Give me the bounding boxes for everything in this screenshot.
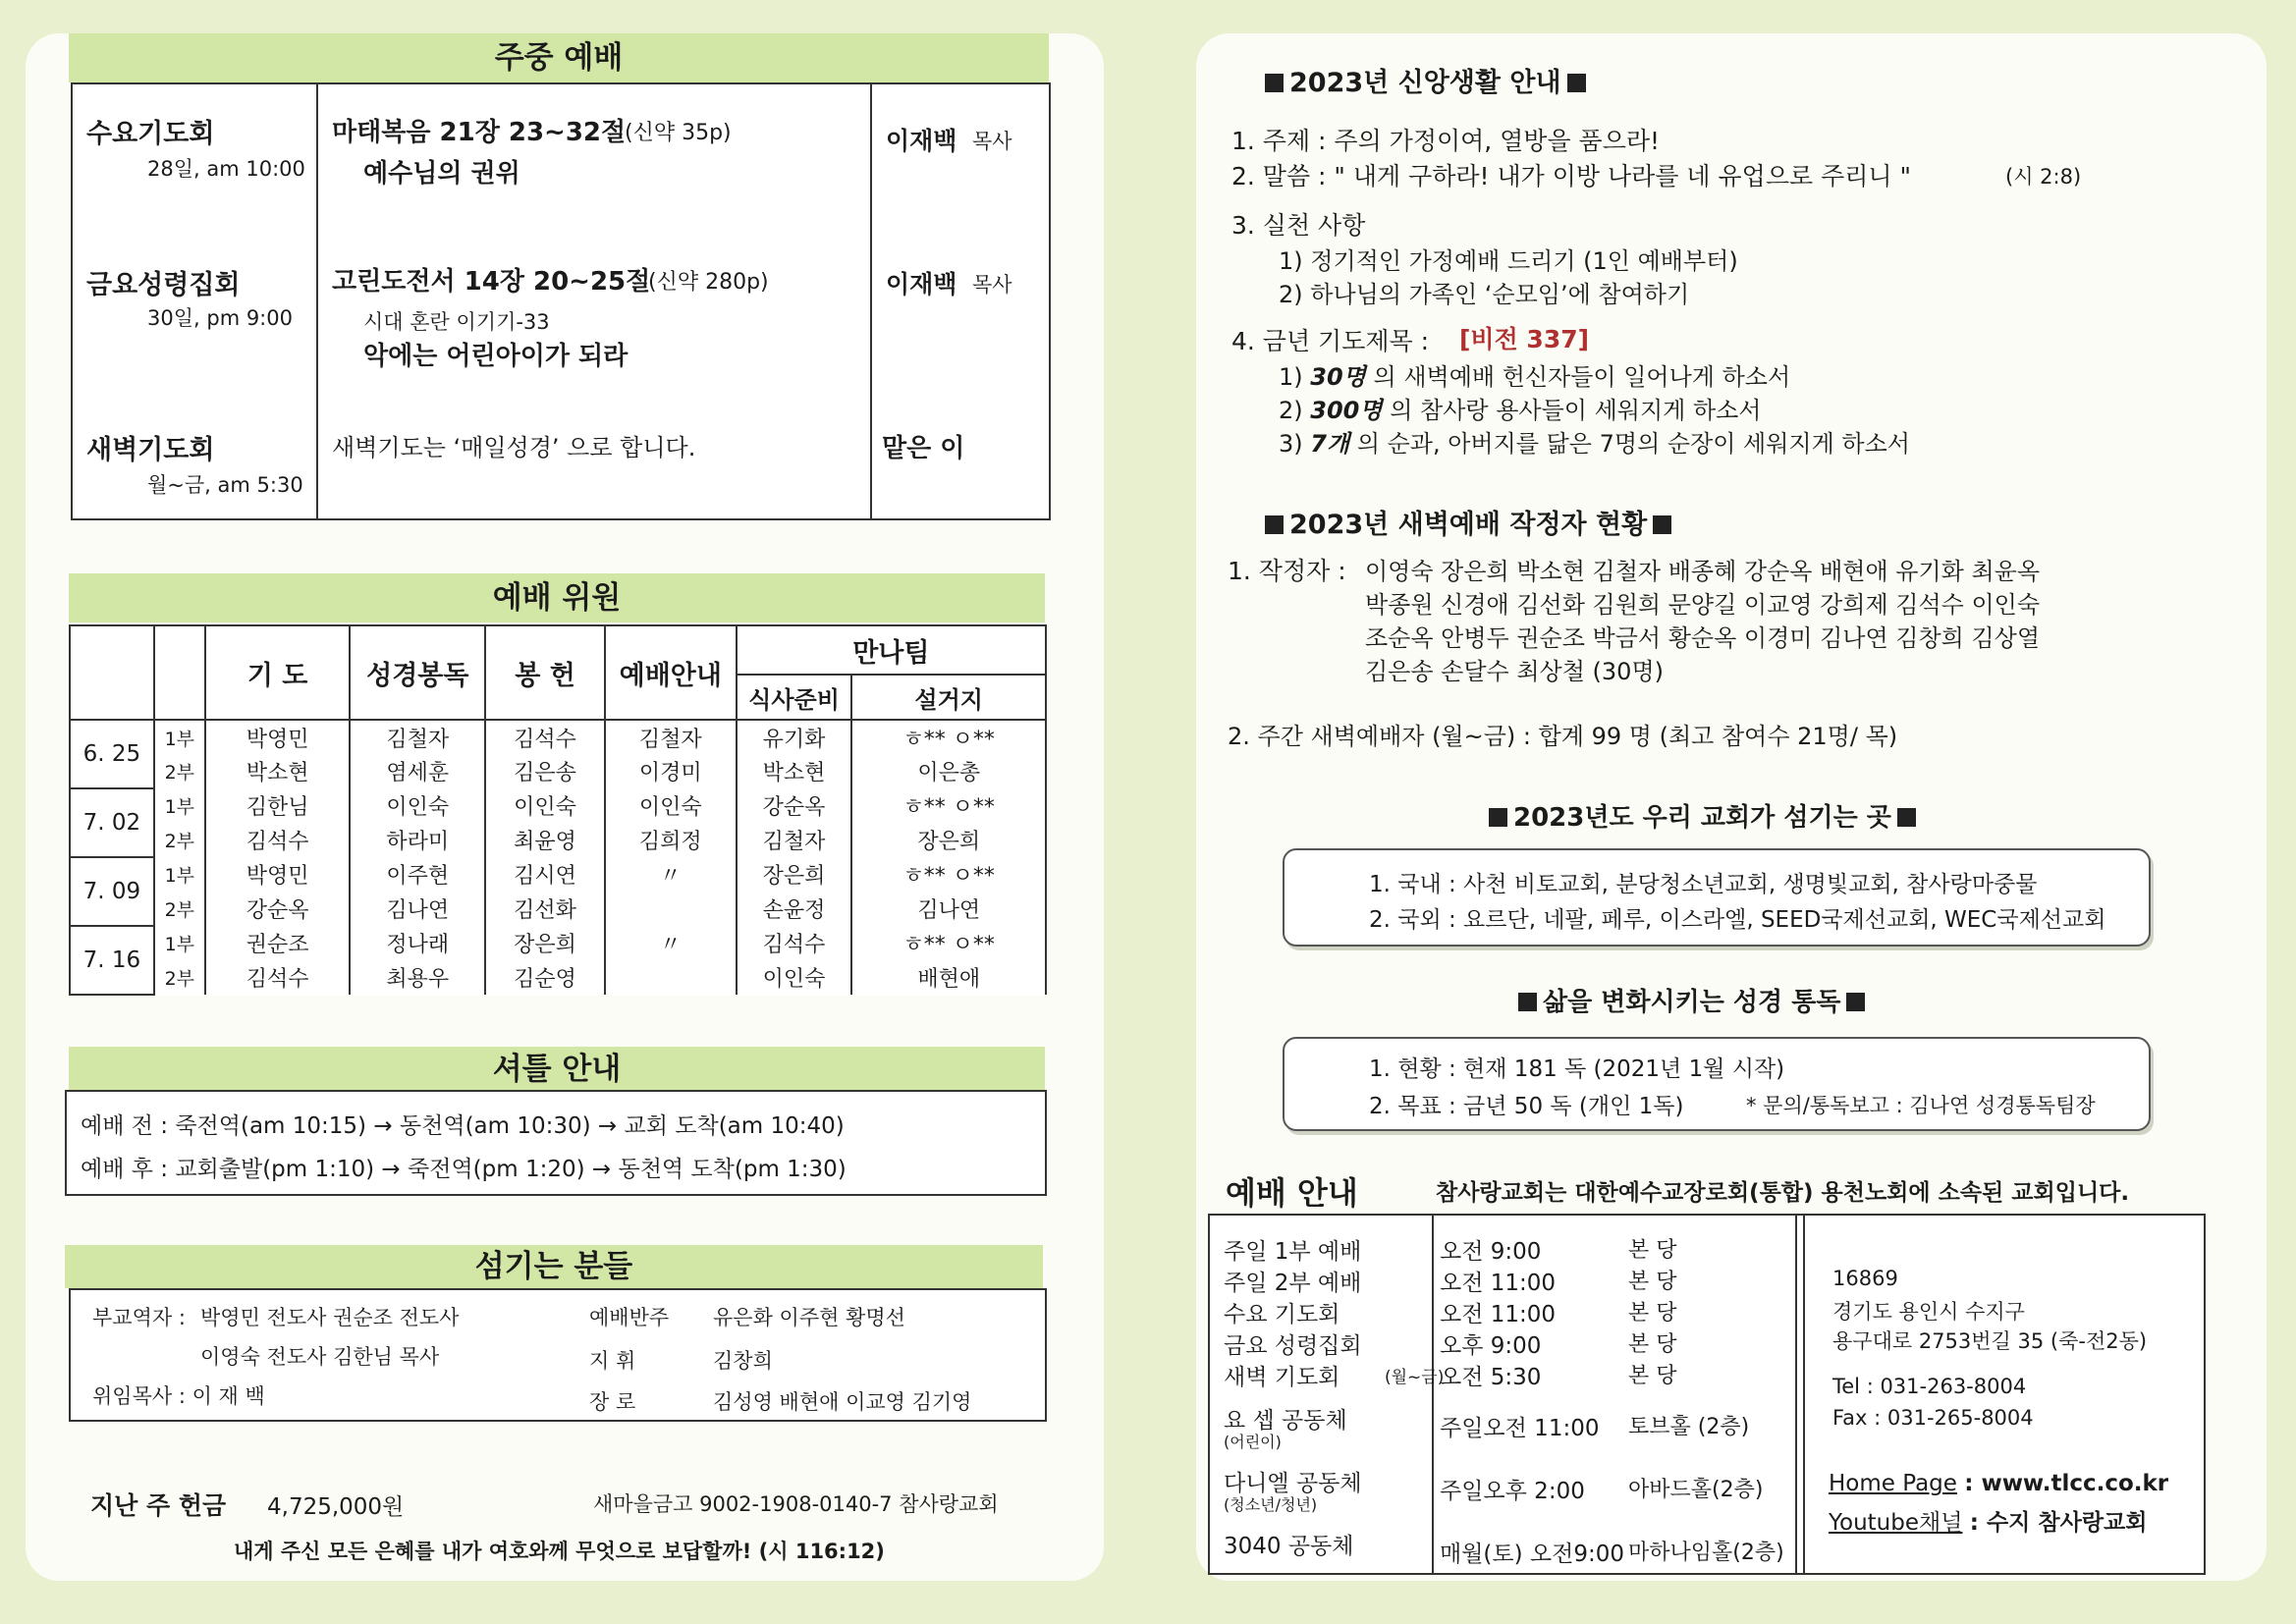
square-bullet-icon: [1265, 74, 1284, 92]
weekday-passage-1: 마태복음 21장 23~32절: [332, 118, 627, 147]
faith-word-ref: (시 2:8): [2005, 165, 2082, 189]
servers-title: 섬기는 분들: [65, 1245, 1043, 1288]
header-meal: 식사준비: [737, 675, 852, 720]
roster-row: [70, 926, 1046, 960]
service-time: 주일오후 2:00: [1440, 1479, 1585, 1504]
weekday-time-3: 월~금, am 5:30: [147, 473, 303, 497]
dawn-names-4: 김은송 손달수 최상철 (30명): [1365, 658, 1664, 685]
fax: Fax : 031-265-8004: [1832, 1406, 2034, 1430]
address-2: 용구대로 2753번길 35 (죽-전2동): [1832, 1329, 2148, 1353]
roster-reading: 김나연: [350, 892, 485, 926]
roster-reading: 최용우: [350, 960, 485, 995]
square-bullet-icon: [1653, 515, 1671, 534]
weekday-ref-1: (신약 35p): [625, 121, 732, 145]
vision-item-3: 3) 7개 의 순과, 아버지를 닮은 7명의 순장이 세워지게 하소서: [1279, 430, 1910, 458]
service-place: 본 당: [1628, 1270, 1677, 1294]
header-part: [154, 625, 205, 720]
roster-meal: 장은희: [737, 857, 852, 892]
postal-code: 16869: [1832, 1267, 1898, 1290]
roster-meal: 박소현: [737, 754, 852, 788]
committee-title: 예배 위원: [69, 573, 1045, 623]
roster-dish: 배현애: [851, 960, 1046, 995]
bible-title: 삶을 변화시키는 성경 통독: [1512, 982, 1871, 1018]
weekday-sermon-1: 예수님의 권위: [363, 159, 520, 189]
church-affiliation: 참사랑교회는 대한예수교장로회(통합) 용천노회에 소속된 교회입니다.: [1436, 1180, 2130, 1206]
header-dish: 설거지: [851, 675, 1046, 720]
roster-dish: ㅎ** ㅇ**: [851, 788, 1046, 823]
header-manna: 만나팀: [737, 625, 1046, 675]
roster-offering: 김석수: [485, 720, 605, 754]
shuttle-title: 셔틀 안내: [69, 1047, 1045, 1092]
roster-meal: 손윤정: [737, 892, 852, 926]
dawn-label: 1. 작정자 :: [1228, 557, 1346, 585]
service-time: 오전 5:30: [1440, 1365, 1542, 1390]
service-time: 매월(토) 오전9:00: [1440, 1542, 1624, 1567]
square-bullet-icon: [1265, 515, 1284, 534]
dawn-names-2: 박종원 신경애 김선화 김원희 문양길 이교영 강희제 김석수 이인숙: [1365, 591, 2040, 619]
roster-date: 7. 02: [70, 788, 154, 857]
roster-row: [70, 788, 1046, 823]
square-bullet-icon: [1846, 993, 1865, 1011]
roster-part: 1부: [154, 857, 205, 892]
elder-names: 김성영 배현애 이교영 김기영: [713, 1390, 972, 1414]
roster-row: [70, 720, 1046, 754]
service-place: 토브홀 (2층): [1628, 1415, 1750, 1439]
roster-dish: ㅎ** ㅇ**: [851, 720, 1046, 754]
homepage-link[interactable]: Home Page : www.tlcc.co.kr: [1829, 1471, 2169, 1496]
weekday-leader-2: 이재백: [886, 270, 957, 298]
service-name: 주일 2부 예배: [1224, 1271, 1362, 1296]
bible-contact: * 문의/통독보고 : 김나연 성경통독팀장: [1746, 1094, 2096, 1117]
service-time: 주일오전 11:00: [1440, 1416, 1600, 1441]
closing-verse: 내게 주신 모든 은혜를 내가 여호와께 무엇으로 보답할까! (시 116:12): [234, 1540, 885, 1563]
practice-1: 1) 정기적인 가정예배 드리기 (1인 예배부터): [1279, 247, 1738, 275]
prayer-label: 4. 금년 기도제목 :: [1231, 327, 1430, 355]
roster-row: [70, 892, 1046, 926]
header-date: [70, 625, 154, 720]
roster-guide: 〃: [605, 926, 737, 960]
roster-guide: [605, 892, 737, 926]
square-bullet-icon: [1518, 993, 1537, 1011]
weekday-ref-2: (신약 280p): [648, 270, 769, 295]
roster-offering: 김선화: [485, 892, 605, 926]
roster-offering: 김은송: [485, 754, 605, 788]
service-place: 아바드홀(2층): [1628, 1478, 1764, 1502]
roster-guide: 〃: [605, 857, 737, 892]
weekday-passage-3: 새벽기도는 ‘매일성경’ 으로 합니다.: [332, 434, 696, 461]
service-place: 본 당: [1628, 1364, 1677, 1388]
practice-2: 2) 하나님의 가족인 ‘순모임’에 참여하기: [1279, 281, 1690, 308]
service-name: 요 셉 공동체: [1224, 1408, 1347, 1434]
header-guide: 예배안내: [605, 625, 737, 720]
dawn-title: 2023년 새벽예배 작정자 현황: [1259, 503, 1677, 541]
roster-offering: 김시연: [485, 857, 605, 892]
weekday-time-2: 30일, pm 9:00: [147, 306, 293, 330]
roster-meal: 이인숙: [737, 960, 852, 995]
phone: Tel : 031-263-8004: [1832, 1375, 2027, 1398]
roster-meal: 유기화: [737, 720, 852, 754]
weekday-leader-1: 이재백: [886, 127, 957, 155]
roster-dish: 장은희: [851, 823, 1046, 857]
roster-row: [70, 754, 1046, 788]
offering-amount: 4,725,000원: [267, 1494, 405, 1520]
weekday-sub-2: 시대 혼란 이기기-33: [363, 310, 550, 334]
roster-prayer: 박영민: [205, 720, 351, 754]
service-place: 본 당: [1628, 1238, 1677, 1263]
roster-prayer: 김석수: [205, 960, 351, 995]
roster-reading: 김철자: [350, 720, 485, 754]
weekday-name-1: 수요기도회: [86, 119, 215, 149]
service-name: 수요 기도회: [1224, 1302, 1340, 1327]
roster-row: [70, 823, 1046, 857]
mission-foreign: 2. 국외 : 요르단, 네팔, 페루, 이스라엘, SEED국제선교회, WEC국제선교회: [1369, 907, 2106, 933]
weekday-title: 주중 예배: [69, 33, 1049, 82]
faith-title: 2023년 신앙생활 안내: [1259, 61, 1592, 99]
bible-goal: 2. 목표 : 금년 50 독 (개인 1독): [1369, 1094, 1684, 1119]
offering-label: 지난 주 헌금: [90, 1491, 227, 1520]
roster-dish: ㅎ** ㅇ**: [851, 926, 1046, 960]
header-prayer: 기 도: [205, 625, 351, 720]
assoc-line-2: 이영숙 전도사 김한님 목사: [200, 1345, 440, 1369]
address-1: 경기도 용인시 수지구: [1832, 1300, 2025, 1324]
weekday-leader-3: 맡은 이: [882, 434, 965, 463]
service-place: 마하나임홀(2층): [1628, 1541, 1784, 1565]
header-reading: 성경봉독: [350, 625, 485, 720]
roster-guide: 이인숙: [605, 788, 737, 823]
shuttle-after: 예배 후 : 교회출발(pm 1:10) → 죽전역(pm 1:20) → 동천역 도착(pm 1:30): [81, 1157, 847, 1182]
roster-part: 2부: [154, 892, 205, 926]
service-name: 다니엘 공동체: [1224, 1471, 1362, 1496]
committee-table: [69, 624, 1047, 996]
weekday-role-2: 목사: [972, 273, 1012, 297]
roster-prayer: 권순조: [205, 926, 351, 960]
accomp-names: 유은화 이주현 황명선: [713, 1306, 905, 1329]
faith-practice: 3. 실천 사항: [1231, 211, 1366, 240]
service-time: 오전 11:00: [1440, 1302, 1557, 1327]
roster-prayer: 박영민: [205, 857, 351, 892]
header-offering: 봉 헌: [485, 625, 605, 720]
mission-domestic: 1. 국내 : 사천 비토교회, 분당청소년교회, 생명빛교회, 참사랑마중물: [1369, 872, 2038, 897]
roster-part: 2부: [154, 960, 205, 995]
service-name: 주일 1부 예배: [1224, 1239, 1362, 1265]
roster-reading: 염세훈: [350, 754, 485, 788]
roster-part: 1부: [154, 788, 205, 823]
service-sub: (청소년/청년): [1224, 1495, 1318, 1514]
service-time: 오전 9:00: [1440, 1239, 1542, 1265]
roster-prayer: 김한님: [205, 788, 351, 823]
weekday-time-1: 28일, am 10:00: [147, 157, 305, 181]
faith-word: 2. 말씀 : " 내게 구하라! 내가 이방 나라를 네 유업으로 주리니 ": [1231, 162, 1911, 190]
roster-reading: 이주현: [350, 857, 485, 892]
roster-guide: 이경미: [605, 754, 737, 788]
roster-prayer: 강순옥: [205, 892, 351, 926]
dawn-names-1: 이영숙 장은희 박소현 김철자 배종혜 강순옥 배현애 유기화 최윤옥: [1365, 558, 2040, 585]
dawn-weekly: 2. 주간 새벽예배자 (월~금) : 합계 99 명 (최고 참여수 21명/ 목): [1228, 723, 1898, 750]
square-bullet-icon: [1489, 808, 1507, 827]
roster-prayer: 김석수: [205, 823, 351, 857]
roster-meal: 김석수: [737, 926, 852, 960]
service-sub: (어린이): [1224, 1433, 1282, 1451]
service-name: 3040 공동체: [1224, 1534, 1354, 1559]
vision-label: [비전 337]: [1459, 325, 1590, 353]
service-time: 오후 9:00: [1440, 1333, 1542, 1359]
roster-meal: 김철자: [737, 823, 852, 857]
square-bullet-icon: [1567, 74, 1586, 92]
roster-reading: 하라미: [350, 823, 485, 857]
conductor-name: 김창희: [713, 1349, 773, 1373]
service-place: 본 당: [1628, 1301, 1677, 1326]
weekday-role-1: 목사: [972, 130, 1012, 153]
guide-title: 예배 안내: [1226, 1174, 1358, 1212]
roster-row: [70, 857, 1046, 892]
shuttle-before: 예배 전 : 죽전역(am 10:15) → 동천역(am 10:30) → 교회 도착(am 10:40): [81, 1113, 845, 1139]
roster-row: [70, 960, 1046, 995]
roster-date: 6. 25: [70, 720, 154, 788]
roster-guide: [605, 960, 737, 995]
faith-theme: 1. 주제 : 주의 가정이여, 열방을 품으라!: [1231, 127, 1661, 155]
service-name: 새벽 기도회: [1224, 1365, 1340, 1390]
roster-meal: 강순옥: [737, 788, 852, 823]
assoc-label: 부교역자 :: [92, 1306, 186, 1329]
square-bullet-icon: [1897, 808, 1916, 827]
senior-pastor: 위임목사 : 이 재 백: [92, 1384, 265, 1408]
service-place: 본 당: [1628, 1332, 1677, 1357]
elder-label: 장 로: [589, 1390, 636, 1414]
weekday-passage-2: 고린도전서 14장 20~25절: [332, 267, 651, 297]
service-name: 금요 성령집회: [1224, 1333, 1362, 1359]
weekday-name-2: 금요성령집회: [86, 270, 241, 300]
dawn-names-3: 조순옥 안병두 권순조 박금서 황순옥 이경미 김나연 김창희 김상열: [1365, 624, 2040, 652]
conductor-label: 지 휘: [589, 1349, 636, 1373]
roster-reading: 정나래: [350, 926, 485, 960]
roster-offering: 이인숙: [485, 788, 605, 823]
roster-date: 7. 09: [70, 857, 154, 926]
vision-item-2: 2) 300명 의 참사랑 용사들이 세워지게 하소서: [1279, 397, 1762, 424]
weekday-name-3: 새벽기도회: [86, 435, 215, 465]
roster-dish: ㅎ** ㅇ**: [851, 857, 1046, 892]
service-sub: (월~금): [1385, 1368, 1445, 1387]
roster-prayer: 박소현: [205, 754, 351, 788]
assoc-line-1: 박영민 전도사 권순조 전도사: [200, 1306, 460, 1329]
service-time: 오전 11:00: [1440, 1271, 1557, 1296]
roster-reading: 이인숙: [350, 788, 485, 823]
roster-part: 1부: [154, 720, 205, 754]
roster-part: 2부: [154, 823, 205, 857]
bible-status: 1. 현황 : 현재 181 독 (2021년 1월 시작): [1369, 1056, 1785, 1082]
roster-guide: 김철자: [605, 720, 737, 754]
bank-account: 새마을금고 9002-1908-0140-7 참사랑교회: [593, 1492, 999, 1516]
youtube-link[interactable]: Youtube채널 : 수지 참사랑교회: [1829, 1510, 2148, 1536]
roster-date: 7. 16: [70, 926, 154, 995]
roster-part: 2부: [154, 754, 205, 788]
accomp-label: 예배반주: [589, 1306, 670, 1329]
roster-dish: 이은총: [851, 754, 1046, 788]
roster-part: 1부: [154, 926, 205, 960]
roster-dish: 김나연: [851, 892, 1046, 926]
vision-item-1: 1) 30명 의 새벽예배 헌신자들이 일어나게 하소서: [1279, 363, 1791, 391]
roster-guide: 김희정: [605, 823, 737, 857]
roster-offering: 최윤영: [485, 823, 605, 857]
roster-offering: 김순영: [485, 960, 605, 995]
mission-title: 2023년도 우리 교회가 섬기는 곳: [1483, 797, 1922, 834]
roster-offering: 장은희: [485, 926, 605, 960]
weekday-sermon-2: 악에는 어린아이가 되라: [363, 342, 629, 371]
